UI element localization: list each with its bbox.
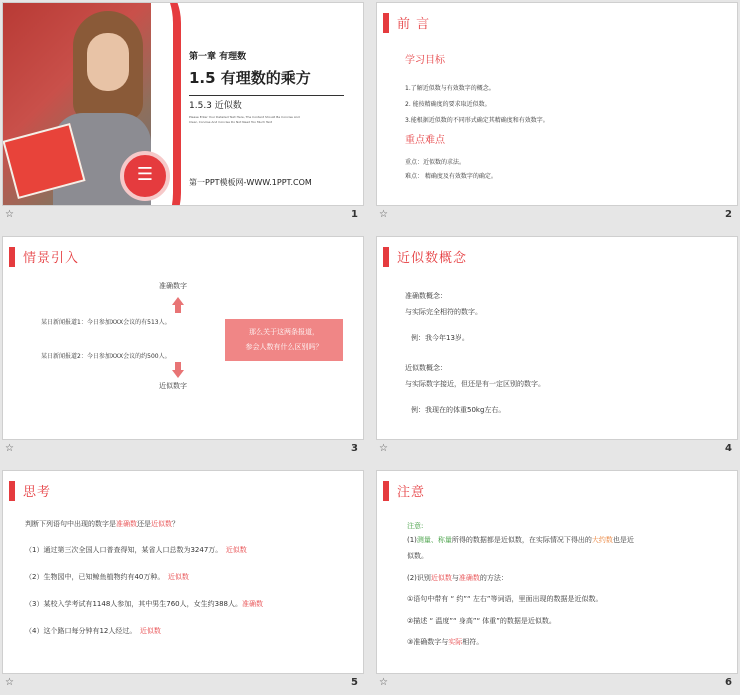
arrow-up-stem [175, 305, 181, 313]
accurate-definition: 与实际完全相符的数字。 [405, 308, 482, 316]
question-box [225, 319, 343, 361]
item-answer: 近似数 [139, 627, 161, 635]
goal-item: 2. 能按精确度的要求取近似数。 [405, 101, 491, 108]
list-icon: ☰ [120, 151, 170, 201]
item-answer: 准确数 [242, 600, 263, 608]
highlight-approx-num: 近似数 [430, 574, 452, 582]
slide-footer [376, 674, 738, 695]
filler-text: Please Enter Your Detailed Text Here, The Content Should Be Concise And Clear, Concise And Concise Do Not Need Too Much Text [189, 115, 300, 124]
slide-title: 前 言 [397, 17, 431, 32]
item-text: （4）这个路口每分钟有12人经过。 [25, 627, 133, 635]
question-item [25, 545, 247, 555]
slide-title: 近似数概念 [397, 251, 468, 266]
site-label: 第一PPT模板网-WWW.1PPT.COM [189, 178, 312, 187]
item-text: （2）生物园中，已知鲸鱼植物约有40万种。 [25, 573, 161, 581]
highlight-approx: 大约数 [591, 536, 613, 544]
approx-heading: 近似数概念： [405, 364, 447, 372]
key-point: 重点：近似数的求法。 [405, 159, 466, 166]
title-bar [383, 481, 389, 501]
difficulty-point: 难点： 精确度及有效数字的确定。 [405, 173, 497, 180]
prompt-text: 判断下列语句中出现的数字是 [25, 520, 116, 528]
slide-6-canvas [376, 470, 738, 674]
prompt-approx: 近似数 [151, 520, 172, 528]
text-span: (1) [407, 536, 417, 544]
item-text: （1）通过第三次全国人口普查得知，某省人口总数为3247万。 [25, 546, 219, 554]
slide-footer [376, 440, 738, 461]
approx-label: 近似数字 [159, 382, 187, 390]
highlight-actual: 实际 [448, 638, 463, 646]
note-label: 注意: [407, 522, 424, 530]
text-span: 所得的数据都是近似数，在实际情况下得出的 [451, 536, 592, 544]
slide-number: 2 [725, 209, 732, 220]
chapter-label: 第一章 有理数 [189, 52, 247, 62]
report-2: 某日新闻报道2：今日参加XXX会议的约500人。 [41, 353, 171, 360]
title-bar [9, 481, 15, 501]
slide-footer [2, 674, 364, 695]
star-icon[interactable]: ☆ [5, 443, 14, 454]
slide-title: 思考 [23, 485, 52, 500]
accurate-label: 准确数字 [159, 282, 187, 290]
question-item [25, 599, 263, 609]
section-title: 1.5 有理数的乘方 [189, 69, 311, 87]
arrow-down-icon [172, 370, 184, 378]
highlight-measure: 测量、称量 [416, 536, 452, 544]
slide-2[interactable] [376, 2, 738, 227]
note-line-4: ②描述 “ 温度”“ 身高”“ 体重”的数据是近似数。 [407, 617, 556, 625]
title-bar [9, 247, 15, 267]
note-line-1 [407, 535, 634, 545]
slide-footer [2, 206, 364, 227]
text-span: (2)识别 [407, 574, 431, 582]
slide-title: 情景引入 [23, 251, 80, 266]
star-icon[interactable]: ☆ [379, 677, 388, 688]
slide-2-canvas [376, 2, 738, 206]
star-icon[interactable]: ☆ [5, 209, 14, 220]
question-item [25, 572, 189, 582]
highlight-accurate-num: 准确数 [458, 574, 480, 582]
goals-heading: 学习目标 [405, 55, 445, 66]
title-bar [383, 13, 389, 33]
question-prompt [25, 519, 179, 529]
question-line-2: 参会人数有什么区别吗？ [245, 343, 323, 351]
note-line-5 [407, 637, 483, 647]
accurate-heading: 准确数概念： [405, 292, 447, 300]
slide-footer [2, 440, 364, 461]
arrow-down-stem [175, 362, 181, 370]
item-answer: 近似数 [167, 573, 189, 581]
slide-number: 6 [725, 677, 732, 688]
note-line-1b: 似数。 [407, 552, 428, 560]
note-line-2 [407, 573, 508, 583]
goal-item: 1.了解近似数与有效数字的概念。 [405, 85, 495, 92]
slide-footer [376, 206, 738, 227]
star-icon[interactable]: ☆ [379, 209, 388, 220]
slide-4-canvas [376, 236, 738, 440]
star-icon[interactable]: ☆ [379, 443, 388, 454]
text-span: 的方法： [479, 574, 508, 582]
question-item [25, 626, 161, 636]
star-icon[interactable]: ☆ [5, 677, 14, 688]
prompt-text: ？ [172, 520, 179, 528]
keypoints-heading: 重点难点 [405, 135, 445, 146]
approx-example: 例：我现在的体重50kg左右。 [411, 406, 506, 414]
item-answer: 近似数 [225, 546, 247, 554]
slide-3-canvas [2, 236, 364, 440]
slide-3[interactable] [2, 236, 364, 461]
approx-definition: 与实际数字接近，但还是有一定区别的数字。 [405, 380, 545, 388]
text-span: ③准确数字与 [407, 638, 449, 646]
text-span: 也是近 [612, 536, 634, 544]
goal-item: 3.能根据近似数的不同形式确定其精确度和有效数字。 [405, 117, 549, 124]
prompt-text: 还是 [137, 520, 151, 528]
arrow-up-icon [172, 297, 184, 305]
note-line-3: ①语句中带有 “ 约”“ 左右”等词语，里面出现的数据是近似数。 [407, 595, 603, 603]
slide-4[interactable] [376, 236, 738, 461]
subsection-title: 1.5.3 近似数 [189, 101, 242, 111]
slide-number: 3 [351, 443, 358, 454]
report-1: 某日新闻报道1：今日参加XXX会议的有513人。 [41, 319, 171, 326]
title-bar [383, 247, 389, 267]
slide-5[interactable] [2, 470, 364, 695]
title-divider [189, 95, 344, 96]
slide-1[interactable] [2, 2, 364, 227]
slide-number: 1 [351, 209, 358, 220]
question-line-1: 那么关于这两条报道， [249, 328, 319, 336]
slide-number: 4 [725, 443, 732, 454]
accurate-example: 例：我今年13岁。 [411, 334, 469, 342]
prompt-accurate: 准确数 [116, 520, 137, 528]
slide-1-canvas [2, 2, 364, 206]
slide-6[interactable] [376, 470, 738, 695]
slide-number: 5 [351, 677, 358, 688]
slide-title: 注意 [397, 485, 426, 500]
text-span: 与 [451, 574, 459, 582]
item-text: （3）某校入学考试有1148人参加，其中男生760人，女生约388人。 [25, 600, 242, 608]
slide-5-canvas [2, 470, 364, 674]
text-span: 相符。 [462, 638, 484, 646]
